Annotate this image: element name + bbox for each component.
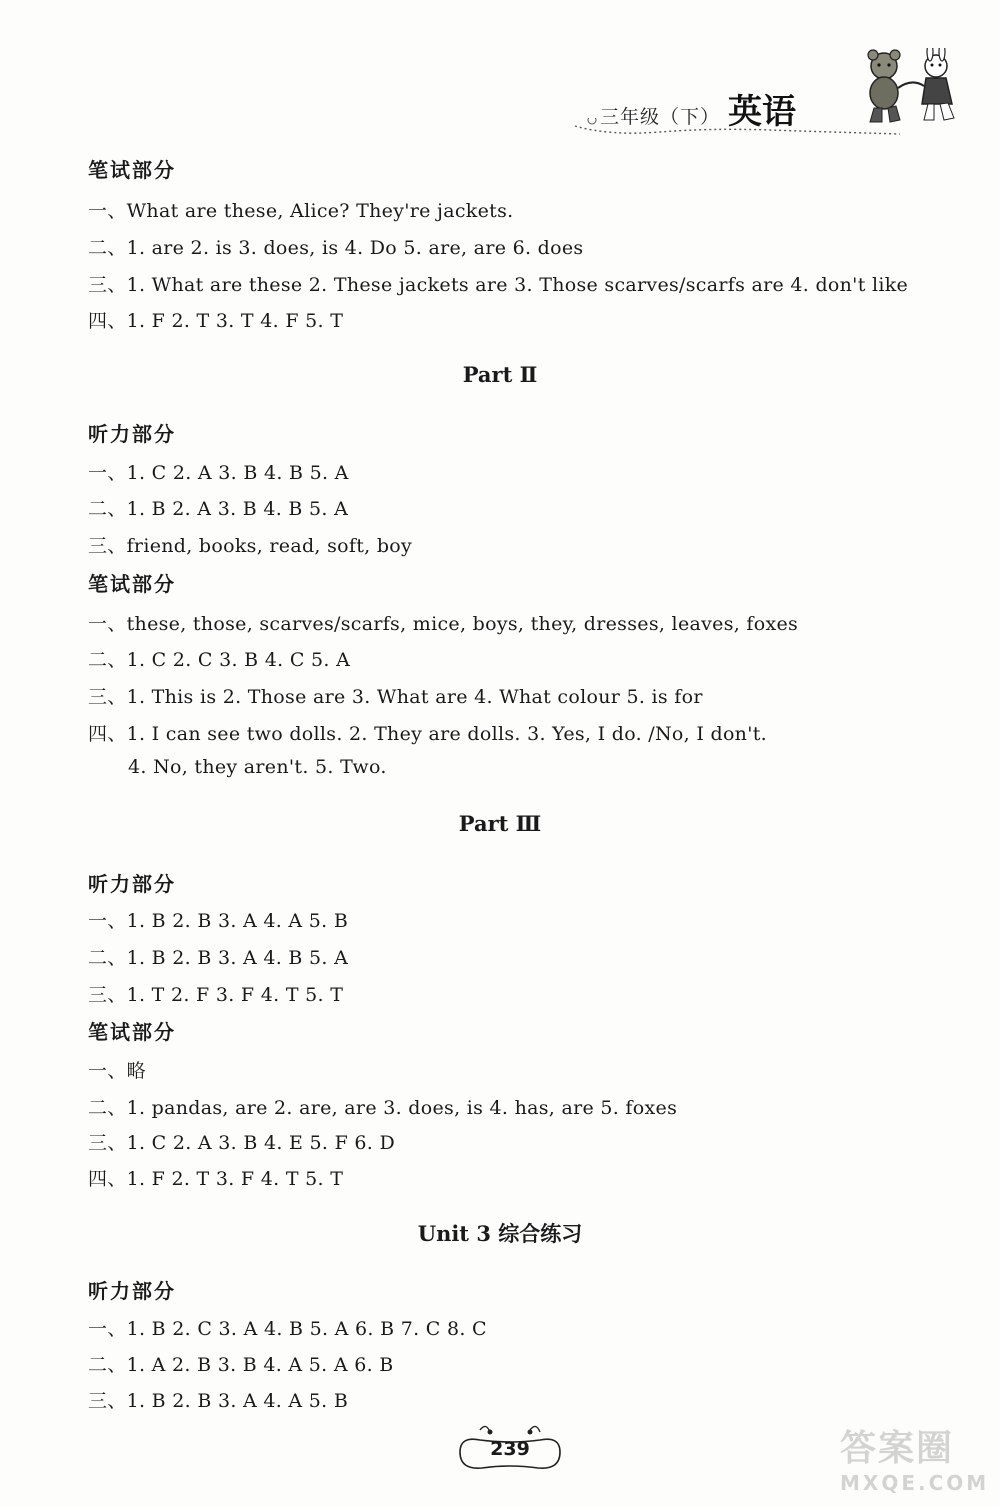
answer-line: 二、1. are 2. is 3. does, is 4. Do 5. are, are 6. does bbox=[88, 237, 584, 259]
answer-line: 一、1. B 2. C 3. A 4. B 5. A 6. B 7. C 8. C bbox=[88, 1318, 487, 1340]
answer-line: 三、1. This is 2. Those are 3. What are 4. What colour 5. is for bbox=[88, 686, 703, 708]
answer-line: 一、these, those, scarves/scarfs, mice, boys, they, dresses, leaves, foxes bbox=[88, 613, 799, 635]
part-3-title: Part Ⅲ bbox=[458, 811, 542, 836]
answer-line: 三、1. What are these 2. These jackets are 3. Those scarves/scarfs are 4. don't like bbox=[88, 274, 909, 296]
answer-line: 一、1. B 2. B 3. A 4. A 5. B bbox=[88, 910, 349, 932]
written-heading: 笔试部分 bbox=[88, 572, 176, 596]
answer-line: 一、1. C 2. A 3. B 4. B 5. A bbox=[88, 462, 349, 484]
page-header bbox=[570, 48, 970, 138]
part-2-title: Part Ⅱ bbox=[462, 362, 538, 387]
site-watermark bbox=[840, 1420, 990, 1500]
page-number: 239 bbox=[490, 1438, 530, 1460]
answer-line: 二、1. B 2. B 3. A 4. B 5. A bbox=[88, 947, 349, 969]
unit-3-title: Unit 3 综合练习 bbox=[417, 1221, 583, 1246]
answer-line: 4. No, they aren't. 5. Two. bbox=[128, 756, 387, 778]
watermark-url: MXQE.COM bbox=[840, 1471, 990, 1495]
answer-line: 一、略 bbox=[88, 1060, 146, 1082]
listening-heading: 听力部分 bbox=[88, 1279, 176, 1303]
answer-line: 二、1. A 2. B 3. B 4. A 5. A 6. B bbox=[88, 1354, 394, 1376]
watermark-logo: 答案圈 bbox=[840, 1428, 955, 1469]
answer-line: 三、1. B 2. B 3. A 4. A 5. B bbox=[88, 1390, 349, 1412]
answer-line: 三、1. C 2. A 3. B 4. E 5. F 6. D bbox=[88, 1132, 396, 1154]
mascot-illustration bbox=[862, 48, 962, 128]
answer-line: 二、1. C 2. C 3. B 4. C 5. A bbox=[88, 649, 351, 671]
answer-line: 一、What are these, Alice? They're jackets. bbox=[88, 200, 514, 222]
answer-line: 二、1. B 2. A 3. B 4. B 5. A bbox=[88, 498, 349, 520]
subject-title: 英语 bbox=[728, 92, 797, 132]
listening-heading: 听力部分 bbox=[88, 422, 176, 446]
listening-heading: 听力部分 bbox=[88, 872, 176, 896]
answer-line: 四、1. F 2. T 3. F 4. T 5. T bbox=[88, 1168, 344, 1190]
written-heading: 笔试部分 bbox=[88, 158, 176, 182]
page-footer bbox=[450, 1418, 570, 1478]
answer-line: 二、1. pandas, are 2. are, are 3. does, is 4. has, are 5. foxes bbox=[88, 1097, 678, 1119]
answer-line: 四、1. I can see two dolls. 2. They are dolls. 3. Yes, I do. /No, I don't. bbox=[88, 723, 768, 745]
answer-line: 四、1. F 2. T 3. T 4. F 5. T bbox=[88, 310, 344, 332]
written-heading: 笔试部分 bbox=[88, 1020, 176, 1044]
grade-label: 三年级（下） bbox=[600, 106, 721, 128]
answer-line: 三、friend, books, read, soft, boy bbox=[88, 535, 413, 557]
answer-line: 三、1. T 2. F 3. F 4. T 5. T bbox=[88, 984, 344, 1006]
